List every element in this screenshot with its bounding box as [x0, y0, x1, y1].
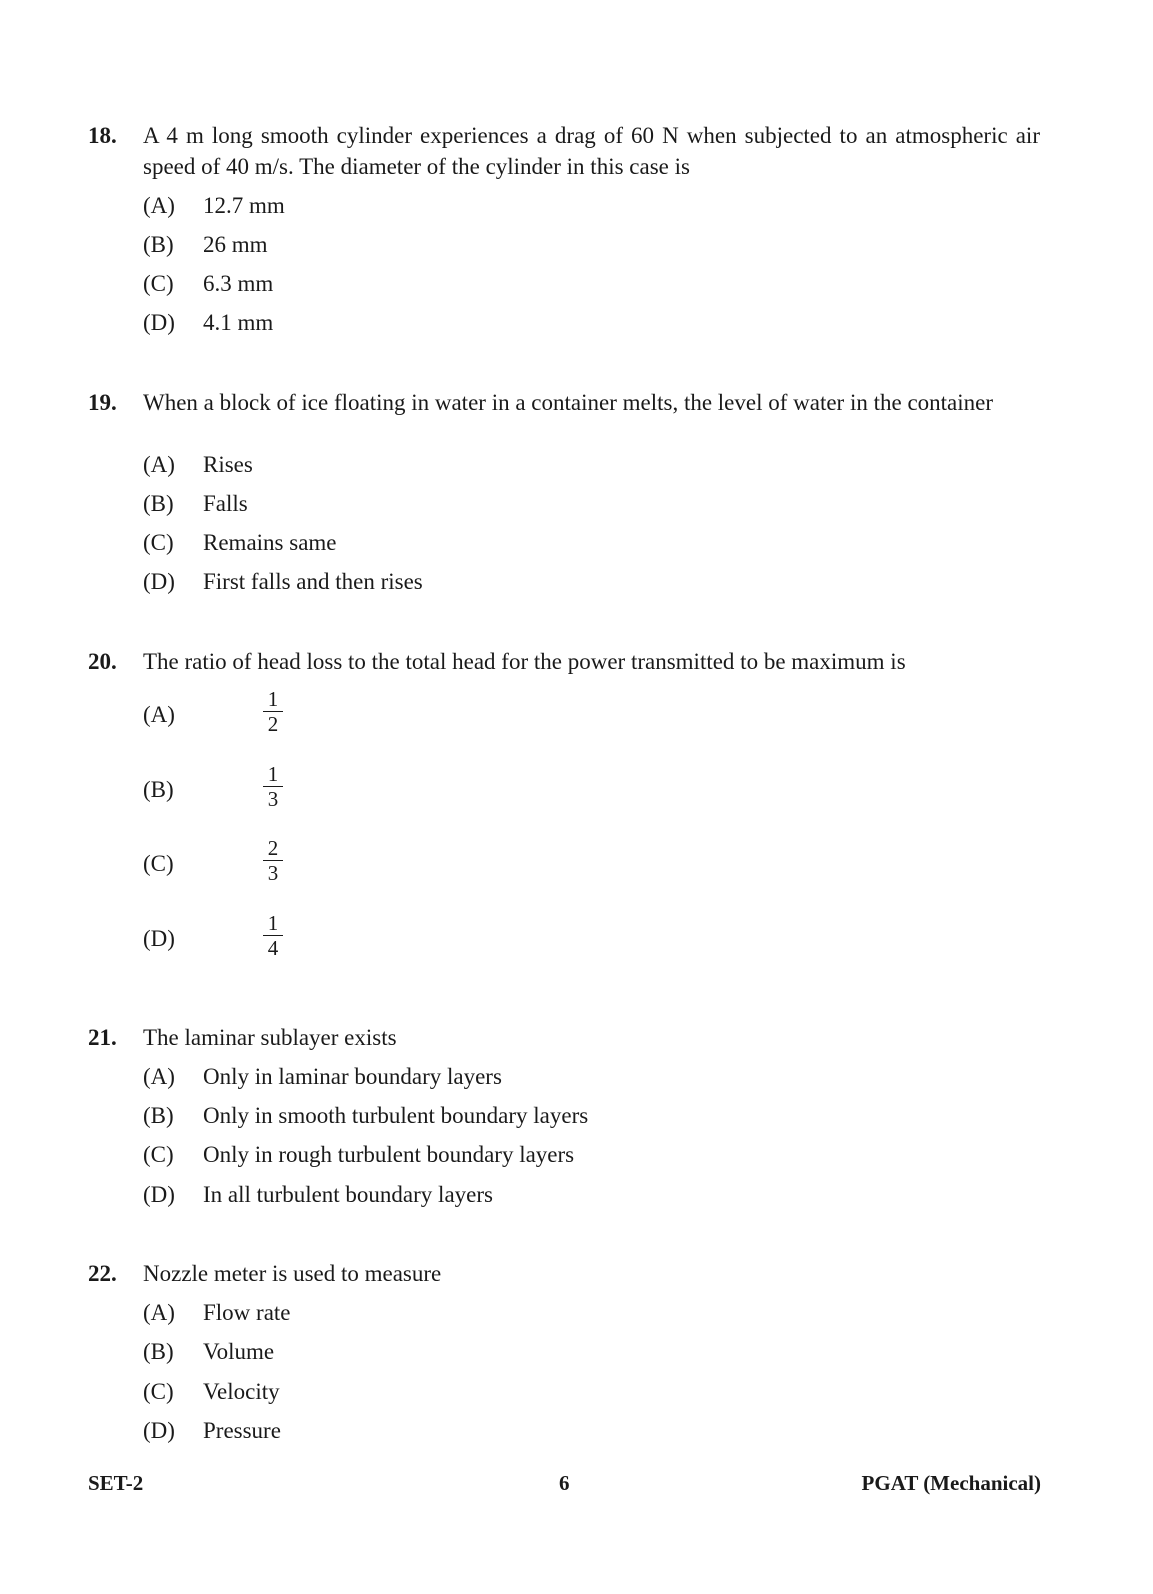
option-text: Falls — [203, 491, 248, 516]
footer-subject: PGAT (Mechanical) — [861, 1471, 1041, 1495]
option-c[interactable] — [143, 1376, 280, 1407]
option-b[interactable] — [143, 1336, 274, 1367]
fraction-denominator: 4 — [267, 936, 279, 960]
question-number: 20. — [88, 649, 117, 674]
question-text: Nozzle meter is used to measure — [143, 1261, 442, 1286]
question-text: When a block of ice floating in water in a container melts, the level of water in the container — [143, 390, 994, 415]
option-text: Only in rough turbulent boundary layers — [203, 1142, 575, 1167]
question-20 — [88, 646, 1040, 960]
option-label: (D) — [143, 926, 175, 951]
question-number: 19. — [88, 390, 117, 415]
fraction — [263, 912, 283, 959]
option-text: Only in smooth turbulent boundary layers — [203, 1103, 589, 1128]
question-text: The ratio of head loss to the total head for the power transmitted to be maximum is — [143, 649, 906, 674]
question-number: 18. — [88, 123, 117, 148]
fraction-numerator: 1 — [263, 763, 283, 787]
option-label: (C) — [143, 1142, 174, 1167]
option-text: Volume — [203, 1339, 275, 1364]
option-label: (C) — [143, 1379, 174, 1404]
option-label: (D) — [143, 1182, 175, 1207]
option-label: (A) — [143, 702, 175, 727]
option-label: (D) — [143, 569, 175, 594]
question-18 — [88, 120, 1040, 335]
option-label: (D) — [143, 1418, 175, 1443]
option-label: (D) — [143, 310, 175, 335]
option-label: (A) — [143, 193, 175, 218]
option-label: (B) — [143, 491, 174, 516]
option-a[interactable] — [143, 688, 343, 748]
option-d[interactable] — [143, 912, 343, 972]
option-label: (A) — [143, 452, 175, 477]
option-text: Rises — [203, 452, 253, 477]
fraction-numerator: 2 — [263, 837, 283, 861]
option-text: Flow rate — [203, 1300, 291, 1325]
fraction-numerator: 1 — [263, 912, 283, 936]
fraction-numerator: 1 — [263, 688, 283, 712]
option-label: (C) — [143, 530, 174, 555]
fraction-denominator: 3 — [267, 787, 279, 811]
option-text: Only in laminar boundary layers — [203, 1064, 502, 1089]
option-a[interactable] — [143, 449, 253, 480]
option-text: 12.7 mm — [203, 193, 285, 218]
option-d[interactable] — [143, 1415, 281, 1446]
option-c[interactable] — [143, 1139, 574, 1170]
option-a[interactable] — [143, 1061, 502, 1092]
option-text: Pressure — [203, 1418, 281, 1443]
fraction — [263, 688, 283, 735]
question-number: 22. — [88, 1261, 117, 1286]
option-label: (B) — [143, 232, 174, 257]
option-label: (C) — [143, 271, 174, 296]
option-label: (C) — [143, 851, 174, 876]
fraction — [263, 837, 283, 884]
fraction — [263, 763, 283, 810]
option-b[interactable] — [143, 488, 248, 519]
option-d[interactable] — [143, 1179, 493, 1210]
option-b[interactable] — [143, 763, 343, 823]
option-c[interactable] — [143, 837, 343, 897]
option-label: (B) — [143, 1103, 174, 1128]
option-a[interactable] — [143, 190, 285, 221]
question-text: A 4 m long smooth cylinder experiences a drag of 60 N when subjected to an atmospheric air speed of 40 m/s. The diameter of the cylinder in this case is — [143, 123, 1040, 179]
option-text: Remains same — [203, 530, 337, 555]
option-label: (B) — [143, 1339, 174, 1364]
question-19 — [88, 387, 1040, 594]
option-d[interactable] — [143, 566, 423, 597]
option-text: 26 mm — [203, 232, 268, 257]
option-text: Velocity — [203, 1379, 280, 1404]
option-text: 4.1 mm — [203, 310, 274, 335]
option-text: In all turbulent boundary layers — [203, 1182, 493, 1207]
option-b[interactable] — [143, 229, 268, 260]
option-c[interactable] — [143, 527, 337, 558]
question-21 — [88, 1022, 1040, 1207]
option-d[interactable] — [143, 307, 273, 338]
option-label: (B) — [143, 777, 174, 802]
option-a[interactable] — [143, 1297, 291, 1328]
option-label: (A) — [143, 1300, 175, 1325]
option-text: First falls and then rises — [203, 569, 423, 594]
footer-set: SET-2 — [88, 1471, 144, 1495]
question-text: The laminar sublayer exists — [143, 1025, 397, 1050]
footer-page-number: 6 — [559, 1471, 570, 1495]
option-c[interactable] — [143, 268, 273, 299]
fraction-denominator: 3 — [267, 861, 279, 885]
option-label: (A) — [143, 1064, 175, 1089]
option-b[interactable] — [143, 1100, 588, 1131]
fraction-denominator: 2 — [267, 712, 279, 736]
question-number: 21. — [88, 1025, 117, 1050]
question-22 — [88, 1258, 1040, 1443]
option-text: 6.3 mm — [203, 271, 274, 296]
